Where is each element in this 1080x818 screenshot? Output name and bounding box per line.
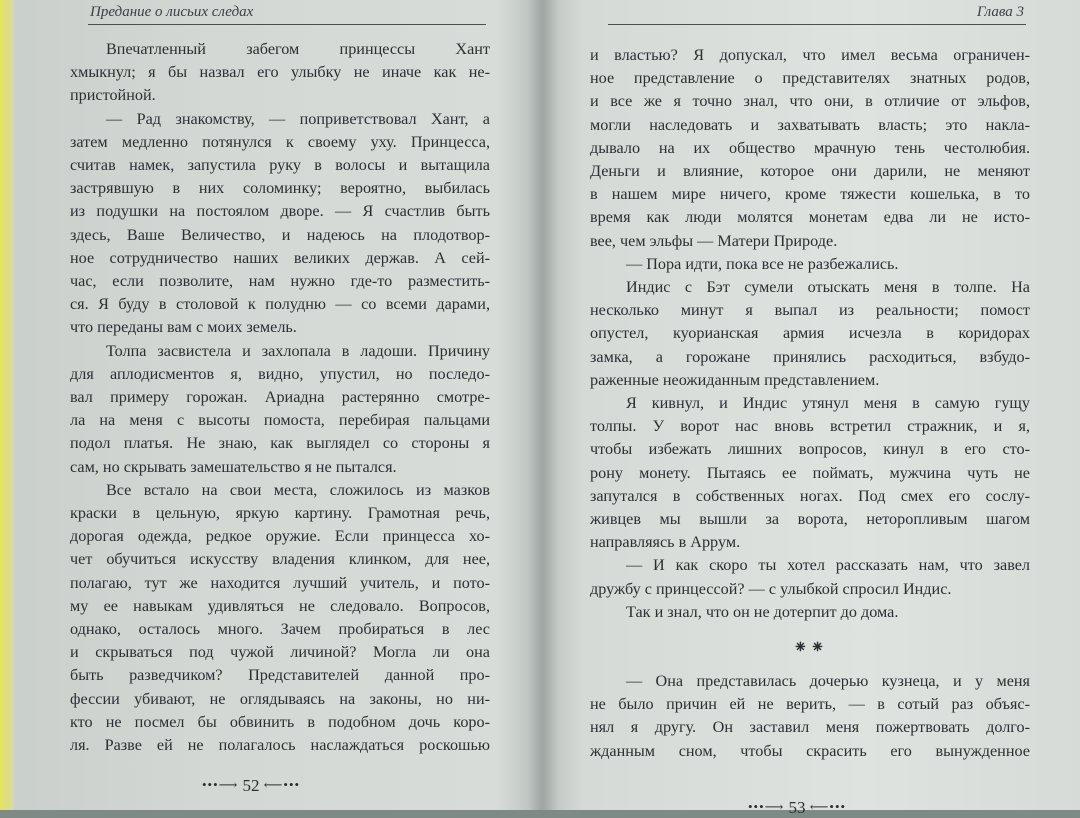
text-line: пристойной. xyxy=(70,86,156,105)
text-line: застрявшую в них соломинку; вероятно, выбилась xyxy=(70,179,490,198)
header-rule-right xyxy=(608,24,1026,25)
text-line: ля. Разве ей не полагалось наслаждаться роскошью xyxy=(70,736,490,755)
text-line: направляясь в Аррум. xyxy=(590,533,741,552)
text-line: му ее навыкам удивляться не следовало. Вопросов, xyxy=(70,596,490,615)
text-line: и все же я точно знал, что они, в отличие от эльфов, xyxy=(590,92,1030,111)
text-line: — Она представилась дочерью кузнеца, и у меня xyxy=(626,672,1030,691)
left-page-text xyxy=(70,38,490,757)
text-line: Я кивнул, и Индис утянул меня в самую гущу xyxy=(626,394,1030,413)
folio-ornament-icon: ⟵••• xyxy=(809,799,847,814)
text-line: чтобы избежать лишних вопросов, кинул в его сто- xyxy=(590,440,1030,459)
text-line: в нашем мире ничего, кроме тяжести кошелька, в то xyxy=(590,185,1030,204)
text-line: живцев мы вышли за ворота, неторопливым шагом xyxy=(590,510,1030,529)
text-line: Индис с Бэт сумели отыскать меня в толпе. На xyxy=(626,278,1030,297)
text-line: кто не посмел бы обвинить в подобном дочь коро- xyxy=(70,712,490,731)
text-line: хмыкнул; я бы назвал его улыбку не иначе как не- xyxy=(70,63,490,82)
text-line: раженные неожиданным представлением. xyxy=(590,370,880,389)
text-line: однако, осталось много. Зачем пробираться в лес xyxy=(70,620,490,639)
text-line: дружбу с принцессой? — с улыбкой спросил Индис. xyxy=(590,579,952,598)
running-head-right: Глава 3 xyxy=(976,4,1024,20)
text-line: краски в цельную, яркую картину. Грамотная речь, xyxy=(70,504,490,523)
text-line: Впечатленный забегом принцессы Хант xyxy=(106,40,490,58)
text-line: время как люди молятся монетам едва ли не исто- xyxy=(590,208,1030,227)
text-line: Все встало на свои места, сложилось из мазков xyxy=(106,480,490,499)
text-line: Толпа засвистела и захлопала в ладоши. Причину xyxy=(106,341,490,360)
text-line: чет обучиться искусству владения клинком, для нее, xyxy=(70,550,490,569)
left-page xyxy=(70,0,490,810)
text-line: подол платья. Не знаю, как выглядел со стороны я xyxy=(70,434,490,453)
text-line: ное сотрудничество наших великих держав. А сей- xyxy=(70,248,490,267)
text-line: не было причин ей не верить, — в сотый раз объяс- xyxy=(590,695,1030,714)
text-line: фессии убивают, не оглядываясь на законы, но ни- xyxy=(70,689,490,708)
right-page xyxy=(590,0,1030,817)
text-line: затем медленно потянулся к своему уху. Принцесса, xyxy=(70,132,490,151)
text-line: — Пора идти, пока все не разбежались. xyxy=(626,254,899,273)
text-line: — И как скоро ты хотел рассказать нам, что завел xyxy=(626,556,1030,575)
page-number-left xyxy=(202,776,300,796)
text-line: здесь, Ваше Величество, и надеюсь на плодотвор- xyxy=(70,225,490,244)
text-line: ся. Я буду в столовой к полудню — со всеми дарами, xyxy=(70,295,490,314)
text-line: нял я другу. Он заставил меня пожертвовать долго- xyxy=(590,718,1030,737)
text-line: запутался в собственных ногах. Под смех его сослу- xyxy=(590,486,1030,505)
page-number-right-value: 53 xyxy=(788,798,806,817)
text-line: могли наследовать и захватывать власть; это накла- xyxy=(590,115,1030,134)
section-separator-icon: ⁕⁕ xyxy=(792,637,828,658)
text-line: рону монету. Пытаясь ее поймать, мужчина чуть не xyxy=(590,463,1030,482)
text-line: и скрываться под чужой личиной? Могла ли она xyxy=(70,643,490,662)
folio-ornament-icon: •••⟶ xyxy=(748,799,785,814)
page-number-right xyxy=(748,798,846,818)
text-line: и властью? Я допускал, что имел весьма ограничен- xyxy=(590,46,1030,64)
text-line: замка, а горожане принялись расходиться, взбудо- xyxy=(590,347,1030,366)
text-line: вее, чем эльфы — Матери Природе. xyxy=(590,231,838,250)
folio-ornament-icon: ⟵••• xyxy=(263,777,301,792)
text-line: что переданы вам с моих земель. xyxy=(70,318,297,337)
book-gutter xyxy=(528,0,558,810)
yellow-surface-edge xyxy=(0,0,14,810)
page-number-left-value: 52 xyxy=(242,776,260,795)
text-line: сам, но скрывать замешательство я не пытался. xyxy=(70,457,397,476)
text-line: полагаю, тут же находится лучший учитель, и пото- xyxy=(70,573,490,592)
text-line: дорогая одежда, редкое оружие. Если принцесса хо- xyxy=(70,527,490,546)
text-line: дывало на их общество мрачную тень честолюбия. xyxy=(590,138,1030,157)
text-line: ла на меня с высоты помоста, перебирая пальцами xyxy=(70,411,490,430)
text-line: Так и знал, что он не дотерпит до дома. xyxy=(626,602,899,621)
text-line: Деньги и влияние, которое они дарили, не меняют xyxy=(590,162,1030,181)
text-line: считав намек, запустила руку в волосы и вытащила xyxy=(70,156,490,175)
text-line: толпы. У ворот нас вновь встретил стражник, и я, xyxy=(590,417,1030,436)
folio-ornament-icon: •••⟶ xyxy=(202,777,239,792)
text-line: вал примеру горожан. Ариадна растерянно смотре- xyxy=(70,388,490,407)
text-line: жданным сном, чтобы скрасить его вынужденное xyxy=(590,741,1030,760)
right-page-text xyxy=(590,44,1030,763)
text-line: час, если позволите, нам нужно где-то разместить- xyxy=(70,272,490,291)
text-line: быть разведчиком? Представителей данной про- xyxy=(70,666,490,685)
header-rule-left xyxy=(88,24,486,25)
text-line: — Рад знакомству, — поприветствовал Хант, а xyxy=(106,109,490,128)
text-line: ное представление о представителях знатных родов, xyxy=(590,69,1030,88)
text-line: для аплодисментов я, видно, упустил, но последо- xyxy=(70,364,490,383)
text-line: из подушки на постоялом дворе. — Я счастлив быть xyxy=(70,202,490,221)
text-line: опустел, куорианская армия исчезла в коридорах xyxy=(590,324,1030,343)
running-head-left: Предание о лисьих следах xyxy=(90,4,254,20)
text-line: несколько минут я выпал из реальности; помост xyxy=(590,301,1030,320)
